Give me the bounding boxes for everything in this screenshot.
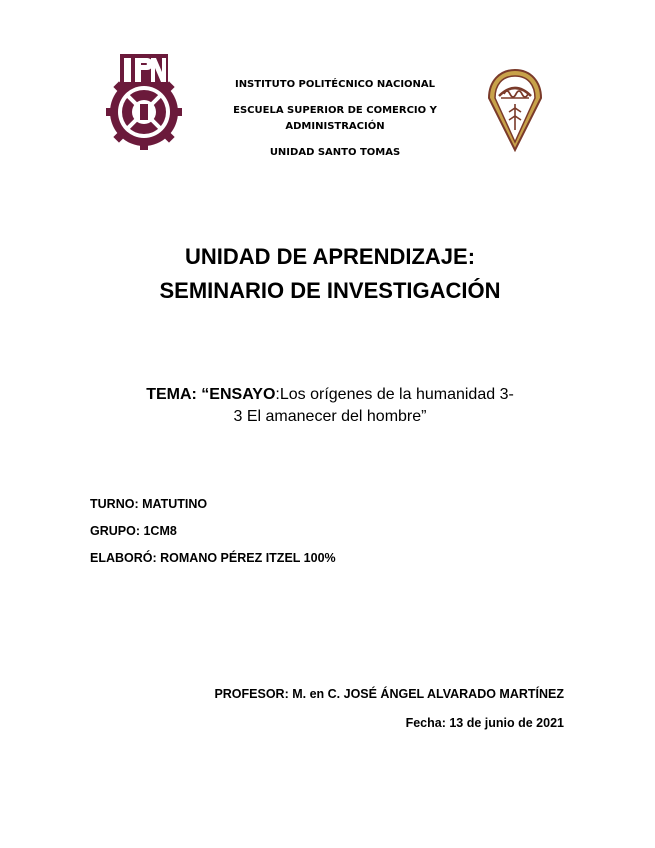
course-title-line2: SEMINARIO DE INVESTIGACIÓN bbox=[159, 278, 501, 303]
tema-line1 bbox=[70, 384, 590, 406]
grupo: GRUPO: 1CM8 bbox=[90, 524, 177, 538]
fecha: Fecha: 13 de junio de 2021 bbox=[405, 716, 564, 730]
school-name-line2: ADMINISTRACIÓN bbox=[285, 121, 385, 132]
institute-name: INSTITUTO POLITÉCNICO NACIONAL bbox=[234, 79, 436, 90]
tema-text-line1: Los orígenes de la humanidad 3- bbox=[279, 386, 514, 403]
tema-label: TEMA: “ENSAYO bbox=[146, 386, 276, 403]
turno: TURNO: MATUTINO bbox=[90, 497, 208, 511]
tema-line2 bbox=[70, 406, 590, 428]
profesor: PROFESOR: M. en C. JOSÉ ÁNGEL ALVARADO MARTÍNEZ bbox=[214, 687, 564, 701]
elaboro: ELABORÓ: ROMANO PÉREZ ITZEL 100% bbox=[90, 551, 336, 565]
unit-name: UNIDAD SANTO TOMAS bbox=[269, 147, 401, 158]
course-title-line1: UNIDAD DE APRENDIZAJE: bbox=[184, 244, 476, 269]
ipn-logo bbox=[104, 50, 184, 158]
tema-text-line2: 3 El amanecer del hombre” bbox=[233, 408, 427, 425]
esca-logo bbox=[487, 68, 543, 152]
school-name-line1: ESCUELA SUPERIOR DE COMERCIO Y bbox=[233, 105, 437, 116]
tema-separator: : bbox=[275, 386, 280, 403]
